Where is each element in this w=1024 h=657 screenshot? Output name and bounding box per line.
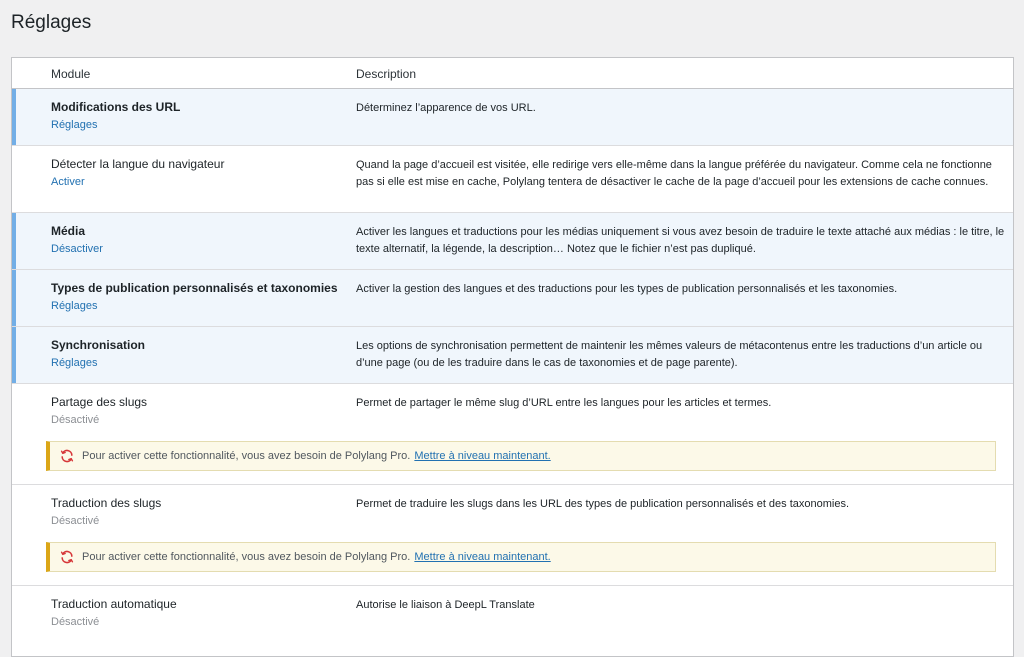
status-disabled: Désactivé: [51, 616, 100, 628]
module-name: Traduction automatique: [51, 597, 177, 611]
module-name: Traduction des slugs: [51, 496, 162, 510]
settings-link[interactable]: Réglages: [51, 300, 98, 312]
module-row-url-modifications: [12, 89, 1013, 146]
upgrade-now-link[interactable]: Mettre à niveau maintenant.: [414, 551, 551, 563]
module-row-translate-slugs: [12, 485, 1013, 586]
deactivate-link[interactable]: Désactiver: [51, 243, 103, 255]
module-description: Activer les langues et traductions pour les médias uniquement si vous avez besoin de traduire le texte attaché aux médias : le titre, le texte alternatif, la légende, la description… Notez que le fichier n’est pas dupliqué.: [356, 226, 1005, 255]
module-row-media: [12, 213, 1013, 270]
notice-text: [82, 450, 551, 462]
module-name: Détecter la langue du navigateur: [51, 157, 225, 171]
column-header-description: Description: [356, 67, 417, 81]
module-name: Types de publication personnalisés et taxonomies: [51, 281, 338, 295]
module-name: Média: [51, 224, 86, 238]
settings-link[interactable]: Réglages: [51, 119, 98, 131]
module-row-machine-translation: [12, 586, 1013, 657]
notice-text: [82, 551, 551, 563]
module-name: Synchronisation: [51, 338, 146, 352]
modules-table: [11, 57, 1014, 657]
table-header: [12, 58, 1013, 89]
module-description: Permet de partager le même slug d’URL entre les langues pour les articles et termes.: [356, 397, 772, 409]
module-row-browser-language: [12, 146, 1013, 213]
module-row-share-slugs: [12, 384, 1013, 485]
module-description: Permet de traduire les slugs dans les URL des types de publication personnalisés et des taxonomies.: [356, 498, 850, 510]
module-description: Déterminez l’apparence de vos URL.: [356, 102, 536, 114]
module-description: Quand la page d’accueil est visitée, elle redirige vers elle-même dans la langue préférée du navigateur. Comme cela ne fonctionne pas si elle est mise en cache, Polylang tentera de désactiver le cache de la page d’accueil pour les extensions de cache connues.: [356, 159, 992, 188]
pro-upgrade-notice: [46, 542, 996, 572]
activate-link[interactable]: Activer: [51, 176, 85, 188]
module-name: Partage des slugs: [51, 395, 148, 409]
module-name: Modifications des URL: [51, 100, 181, 114]
module-description: Les options de synchronisation permettent de maintenir les mêmes valeurs de métacontenus entre les traductions d’un article ou d’une page (ou de les traduire dans le cas de taxonomies et de page parente).: [356, 340, 983, 369]
module-row-custom-post-types: [12, 270, 1013, 327]
notice-message: Pour activer cette fonctionnalité, vous avez besoin de Polylang Pro.: [82, 450, 411, 462]
pro-upgrade-notice: [46, 441, 996, 471]
page-title: Réglages: [11, 12, 92, 33]
refresh-icon: [60, 449, 74, 463]
module-row-synchronisation: [12, 327, 1013, 384]
settings-link[interactable]: Réglages: [51, 357, 98, 369]
upgrade-now-link[interactable]: Mettre à niveau maintenant.: [414, 450, 551, 462]
module-description: Autorise le liaison à DeepL Translate: [356, 599, 535, 611]
refresh-icon: [60, 550, 74, 564]
column-header-module: Module: [51, 67, 91, 81]
status-disabled: Désactivé: [51, 515, 100, 527]
module-description: Activer la gestion des langues et des traductions pour les types de publication personnalisés et les taxonomies.: [356, 283, 898, 295]
status-disabled: Désactivé: [51, 414, 100, 426]
notice-message: Pour activer cette fonctionnalité, vous avez besoin de Polylang Pro.: [82, 551, 411, 563]
